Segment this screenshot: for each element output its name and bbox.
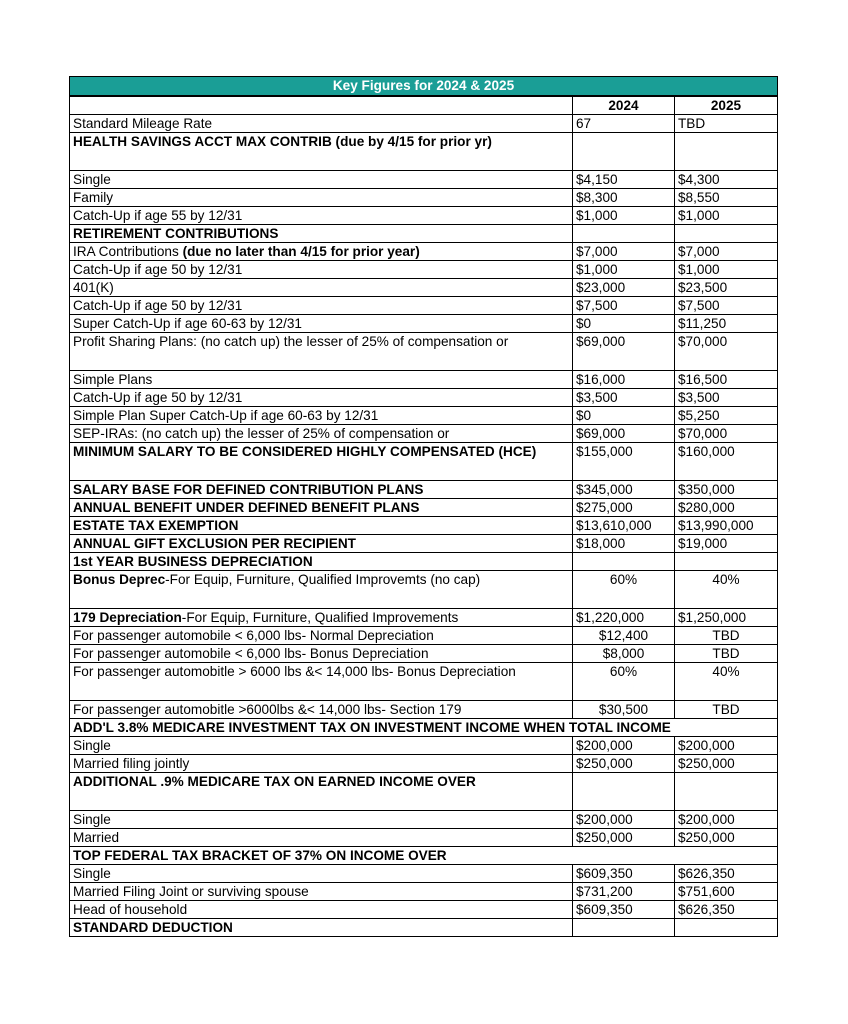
value-2024: $1,000 [573,261,675,279]
value-2024: $7,500 [573,297,675,315]
row-label [70,425,573,443]
row-label-text: STANDARD DEDUCTION [73,920,233,935]
value-2025: 40% [675,663,778,701]
value-2024: $12,400 [573,627,675,645]
value-2025: $23,500 [675,279,778,297]
table-row [70,333,778,371]
row-label-text: Family [73,190,114,205]
value-2024: $731,200 [573,883,675,901]
row-label [70,243,573,261]
row-label [70,389,573,407]
value-2024 [573,225,675,243]
value-2025: TBD [675,701,778,719]
row-label-text: Super Catch-Up if age 60-63 by 12/31 [73,316,302,331]
value-2024: $23,000 [573,279,675,297]
table-row [70,627,778,645]
value-2024: $7,000 [573,243,675,261]
value-2025: $1,250,000 [675,609,778,627]
value-2025 [675,919,778,937]
table-row [70,737,778,755]
table-row [70,315,778,333]
row-label-text: Head of household [73,902,188,917]
value-2025: $8,550 [675,189,778,207]
value-2025 [675,133,778,171]
table-title-row [70,77,778,97]
row-label-text: TOP FEDERAL TAX BRACKET OF 37% ON INCOME OVER [73,848,447,863]
table-row [70,773,778,811]
header-2025: 2025 [675,96,778,115]
row-label [70,171,573,189]
row-label [70,829,573,847]
row-label-text: IRA Contributions [73,244,183,259]
row-label [70,609,573,627]
row-label-text: -For Equip, Furniture, Qualified Improvemts (no cap) [165,572,481,587]
value-2024: $200,000 [573,737,675,755]
value-2024: $30,500 [573,701,675,719]
table-row [70,719,778,737]
row-label [70,261,573,279]
row-label [70,535,573,553]
row-label [70,645,573,663]
table-row [70,553,778,571]
row-label [70,407,573,425]
table-row [70,811,778,829]
value-2025: $19,000 [675,535,778,553]
table-row [70,425,778,443]
value-2025: $70,000 [675,333,778,371]
row-label-text: ESTATE TAX EXEMPTION [73,518,239,533]
value-2024: $4,150 [573,171,675,189]
row-label-text: 1st YEAR BUSINESS DEPRECIATION [73,554,313,569]
value-2024 [573,133,675,171]
value-2025: $250,000 [675,755,778,773]
row-label-text: Simple Plan Super Catch-Up if age 60-63 by 12/31 [73,408,379,423]
row-label [70,297,573,315]
value-2025: TBD [675,115,778,133]
table-row [70,645,778,663]
row-label-text: Catch-Up if age 55 by 12/31 [73,208,243,223]
table-title: Key Figures for 2024 & 2025 [70,77,778,97]
row-label-text: ADDITIONAL .9% MEDICARE TAX ON EARNED INCOME OVER [73,774,476,789]
row-label-text: Profit Sharing Plans: (no catch up) the lesser of 25% of compensation or [73,334,509,349]
row-label-text: MINIMUM SALARY TO BE CONSIDERED HIGHLY COMPENSATED (HCE) [73,444,537,459]
row-label-text: Single [73,866,111,881]
row-label-bold-text: (due no later than 4/15 for prior year) [182,244,420,259]
value-2025: $200,000 [675,737,778,755]
row-label [70,333,573,371]
table-row [70,133,778,171]
table-row [70,443,778,481]
table-body [70,77,778,937]
row-label [70,481,573,499]
value-2025: $1,000 [675,261,778,279]
value-2024: $8,300 [573,189,675,207]
row-label [70,133,573,171]
table-row [70,207,778,225]
value-2025 [675,225,778,243]
row-label [70,371,573,389]
row-label-text: 401(K) [73,280,114,295]
value-2024: $1,220,000 [573,609,675,627]
value-2025: $626,350 [675,865,778,883]
table-row [70,517,778,535]
row-label-bold-text: Bonus Deprec [73,572,166,587]
row-label [70,207,573,225]
value-2025: $7,000 [675,243,778,261]
header-row [70,96,778,115]
row-label-text: ANNUAL BENEFIT UNDER DEFINED BENEFIT PLANS [73,500,420,515]
value-2024 [573,553,675,571]
table-row [70,919,778,937]
value-2025: $1,000 [675,207,778,225]
table-row [70,171,778,189]
value-2024: $0 [573,315,675,333]
value-2025 [675,553,778,571]
row-label [70,663,573,701]
row-label-text: ANNUAL GIFT EXCLUSION PER RECIPIENT [73,536,356,551]
value-2025: $11,250 [675,315,778,333]
value-2025: $626,350 [675,901,778,919]
row-label-text: For passenger automobitle >6000lbs &< 14,000 lbs- Section 179 [73,702,462,717]
value-2024: 67 [573,115,675,133]
row-label [70,553,573,571]
row-label-text: Catch-Up if age 50 by 12/31 [73,262,243,277]
row-label-text: Married filing jointly [73,756,190,771]
row-label-text: Catch-Up if age 50 by 12/31 [73,298,243,313]
value-2025: 40% [675,571,778,609]
table-row [70,535,778,553]
value-2024: $345,000 [573,481,675,499]
value-2024: $3,500 [573,389,675,407]
row-label-text: Single [73,812,111,827]
table-row [70,481,778,499]
row-label [70,701,573,719]
table-row [70,883,778,901]
row-label-text: Married Filing Joint or surviving spouse [73,884,309,899]
row-label-text: SALARY BASE FOR DEFINED CONTRIBUTION PLANS [73,482,424,497]
row-label [70,279,573,297]
value-2025: $70,000 [675,425,778,443]
value-2025: $7,500 [675,297,778,315]
table-row [70,407,778,425]
table-row [70,243,778,261]
row-label [70,847,778,865]
table-row [70,189,778,207]
row-label [70,571,573,609]
value-2024: 60% [573,663,675,701]
value-2024 [573,773,675,811]
value-2025: $250,000 [675,829,778,847]
table-row [70,225,778,243]
value-2024: $609,350 [573,865,675,883]
value-2025: $751,600 [675,883,778,901]
value-2024: $200,000 [573,811,675,829]
row-label-text: For passenger automobile < 6,000 lbs- Bonus Depreciation [73,646,429,661]
row-label [70,719,778,737]
value-2025 [675,773,778,811]
row-label-text: RETIREMENT CONTRIBUTIONS [73,226,279,241]
value-2025: $5,250 [675,407,778,425]
table-row [70,847,778,865]
value-2024: $69,000 [573,333,675,371]
row-label [70,499,573,517]
value-2025: $3,500 [675,389,778,407]
row-label [70,773,573,811]
table-row [70,261,778,279]
row-label [70,737,573,755]
table-row [70,901,778,919]
table-row [70,279,778,297]
row-label-text: For passenger automobitle > 6000 lbs &< 14,000 lbs- Bonus Depreciation [73,664,516,679]
table-row [70,371,778,389]
value-2024: $16,000 [573,371,675,389]
row-label-text: Simple Plans [73,372,153,387]
row-label [70,755,573,773]
value-2024: 60% [573,571,675,609]
row-label-text: Single [73,738,111,753]
row-label [70,517,573,535]
row-label [70,443,573,481]
header-label-cell [70,96,573,115]
value-2025: $160,000 [675,443,778,481]
value-2024: $69,000 [573,425,675,443]
table-row [70,297,778,315]
value-2025: TBD [675,627,778,645]
value-2024: $18,000 [573,535,675,553]
value-2025: TBD [675,645,778,663]
row-label-text: -For Equip, Furniture, Qualified Improvements [181,610,459,625]
row-label [70,811,573,829]
header-2024: 2024 [573,96,675,115]
row-label-bold-text: 179 Depreciation [73,610,182,625]
row-label-text: Single [73,172,111,187]
value-2025: $350,000 [675,481,778,499]
row-label-text: Married [73,830,120,845]
table-row [70,755,778,773]
value-2024: $1,000 [573,207,675,225]
row-label [70,865,573,883]
table-row [70,499,778,517]
value-2024: $0 [573,407,675,425]
value-2025: $13,990,000 [675,517,778,535]
value-2024: $250,000 [573,755,675,773]
value-2025: $280,000 [675,499,778,517]
row-label [70,315,573,333]
value-2025: $4,300 [675,171,778,189]
table-row [70,663,778,701]
table-row [70,115,778,133]
table-row [70,609,778,627]
table-row [70,571,778,609]
row-label-text: Catch-Up if age 50 by 12/31 [73,390,243,405]
row-label-text: SEP-IRAs: (no catch up) the lesser of 25% of compensation or [73,426,450,441]
row-label [70,189,573,207]
value-2024: $275,000 [573,499,675,517]
table-row [70,389,778,407]
table-row [70,829,778,847]
row-label [70,919,573,937]
key-figures-table [69,76,778,937]
value-2025: $200,000 [675,811,778,829]
row-label [70,883,573,901]
row-label-text: For passenger automobile < 6,000 lbs- Normal Depreciation [73,628,434,643]
value-2024: $13,610,000 [573,517,675,535]
value-2024: $8,000 [573,645,675,663]
row-label [70,115,573,133]
value-2024 [573,919,675,937]
table-row [70,701,778,719]
value-2024: $155,000 [573,443,675,481]
row-label-text: Standard Mileage Rate [73,116,213,131]
table-row [70,865,778,883]
value-2024: $250,000 [573,829,675,847]
row-label [70,627,573,645]
row-label-text: ADD'L 3.8% MEDICARE INVESTMENT TAX ON INVESTMENT INCOME WHEN TOTAL INCOME [73,720,671,735]
row-label [70,901,573,919]
row-label-text: HEALTH SAVINGS ACCT MAX CONTRIB (due by 4/15 for prior yr) [73,134,492,149]
value-2024: $609,350 [573,901,675,919]
value-2025: $16,500 [675,371,778,389]
row-label [70,225,573,243]
